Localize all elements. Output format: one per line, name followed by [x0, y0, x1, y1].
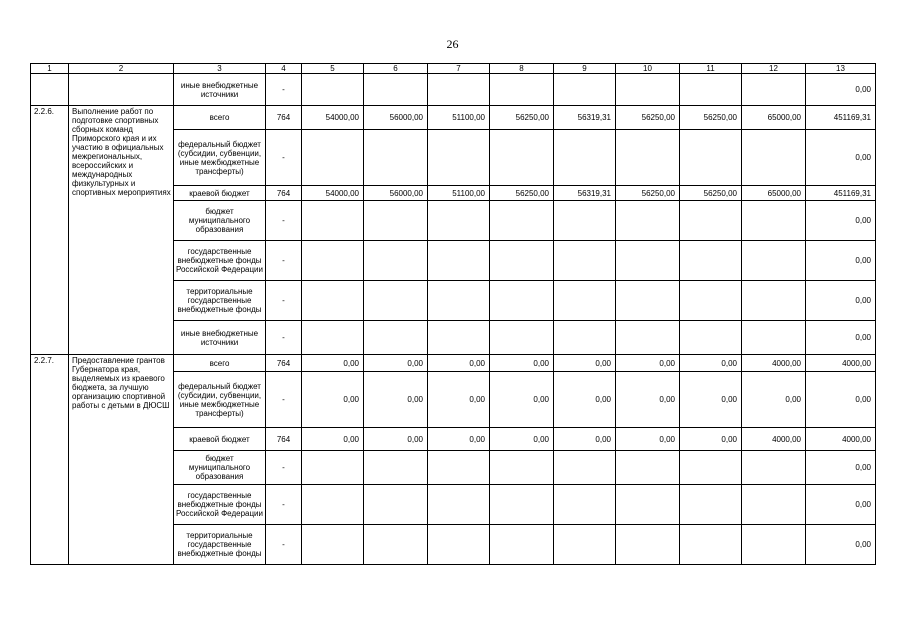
table-row [31, 74, 876, 106]
value-cell [490, 130, 554, 186]
value-cell [742, 451, 806, 485]
column-4-cell: - [266, 74, 302, 106]
item-code-cell: 2.2.6. [31, 106, 69, 355]
column-4-cell: - [266, 201, 302, 241]
item-code-cell [31, 74, 69, 106]
value-cell: 0,00 [616, 355, 680, 372]
total-cell: 0,00 [806, 485, 876, 525]
value-cell [364, 321, 428, 355]
table-row [31, 355, 876, 372]
page-number: 26 [446, 37, 459, 51]
value-cell [742, 321, 806, 355]
funding-source-cell: краевой бюджет [174, 428, 266, 451]
column-number-cell: 2 [69, 64, 174, 74]
value-cell: 54000,00 [302, 186, 364, 201]
funding-source-cell: иные внебюджетные источники [174, 74, 266, 106]
value-cell [364, 74, 428, 106]
value-cell: 0,00 [680, 372, 742, 428]
value-cell [364, 281, 428, 321]
value-cell [616, 321, 680, 355]
column-number-cell: 9 [554, 64, 616, 74]
funding-source-cell: федеральный бюджет (субсидии, субвенции, иные межбюджетные трансферты) [174, 130, 266, 186]
value-cell [554, 485, 616, 525]
value-cell: 0,00 [616, 428, 680, 451]
value-cell: 0,00 [302, 372, 364, 428]
value-cell [616, 451, 680, 485]
value-cell [364, 130, 428, 186]
value-cell [490, 74, 554, 106]
value-cell [490, 241, 554, 281]
value-cell [364, 485, 428, 525]
value-cell [680, 281, 742, 321]
value-cell: 56250,00 [680, 186, 742, 201]
funding-source-cell: иные внебюджетные источники [174, 321, 266, 355]
value-cell [302, 201, 364, 241]
value-cell [680, 451, 742, 485]
value-cell: 56250,00 [680, 106, 742, 130]
value-cell: 56250,00 [490, 186, 554, 201]
value-cell: 0,00 [428, 355, 490, 372]
value-cell [302, 525, 364, 565]
value-cell [616, 130, 680, 186]
funding-source-cell: всего [174, 355, 266, 372]
value-cell [742, 241, 806, 281]
column-4-cell: - [266, 321, 302, 355]
value-cell: 0,00 [364, 428, 428, 451]
value-cell: 65000,00 [742, 106, 806, 130]
value-cell [490, 201, 554, 241]
value-cell: 0,00 [302, 428, 364, 451]
funding-source-cell: государственные внебюджетные фонды Российской Федерации [174, 485, 266, 525]
item-name-cell [69, 74, 174, 106]
value-cell [302, 321, 364, 355]
value-cell [554, 281, 616, 321]
value-cell [364, 241, 428, 281]
value-cell [554, 321, 616, 355]
item-code-cell: 2.2.7. [31, 355, 69, 565]
value-cell [554, 74, 616, 106]
value-cell: 0,00 [554, 355, 616, 372]
value-cell [742, 201, 806, 241]
value-cell [428, 201, 490, 241]
budget-table [30, 63, 876, 565]
value-cell [428, 485, 490, 525]
column-number-cell: 5 [302, 64, 364, 74]
total-cell: 0,00 [806, 525, 876, 565]
total-cell: 0,00 [806, 321, 876, 355]
funding-source-cell: всего [174, 106, 266, 130]
value-cell [554, 241, 616, 281]
value-cell [490, 321, 554, 355]
column-4-cell: - [266, 451, 302, 485]
value-cell: 0,00 [364, 372, 428, 428]
column-number-cell: 6 [364, 64, 428, 74]
value-cell [680, 74, 742, 106]
funding-source-cell: краевой бюджет [174, 186, 266, 201]
value-cell: 56319,31 [554, 186, 616, 201]
value-cell [364, 201, 428, 241]
column-number-cell: 4 [266, 64, 302, 74]
value-cell [742, 130, 806, 186]
value-cell [302, 130, 364, 186]
value-cell [554, 451, 616, 485]
value-cell [490, 281, 554, 321]
total-cell: 0,00 [806, 201, 876, 241]
column-4-cell: - [266, 525, 302, 565]
value-cell [680, 241, 742, 281]
value-cell: 0,00 [490, 355, 554, 372]
value-cell [302, 451, 364, 485]
value-cell [428, 525, 490, 565]
item-name-cell: Предоставление грантов Губернатора края, выделяемых из краевого бюджета, за лучшую организацию спортивной работы с детьми в ДЮСШ [69, 355, 174, 565]
value-cell [680, 525, 742, 565]
value-cell: 4000,00 [742, 428, 806, 451]
value-cell: 0,00 [490, 428, 554, 451]
funding-source-cell: бюджет муниципального образования [174, 201, 266, 241]
total-cell: 451169,31 [806, 106, 876, 130]
table-row [31, 106, 876, 130]
value-cell: 0,00 [302, 355, 364, 372]
value-cell [428, 321, 490, 355]
value-cell [742, 281, 806, 321]
column-4-cell: - [266, 372, 302, 428]
value-cell: 65000,00 [742, 186, 806, 201]
value-cell [302, 74, 364, 106]
value-cell: 51100,00 [428, 106, 490, 130]
value-cell: 56000,00 [364, 106, 428, 130]
value-cell [742, 74, 806, 106]
value-cell [302, 241, 364, 281]
value-cell [616, 485, 680, 525]
value-cell [490, 525, 554, 565]
column-number-cell: 8 [490, 64, 554, 74]
funding-source-cell: территориальные государственные внебюджетные фонды [174, 525, 266, 565]
value-cell [364, 525, 428, 565]
column-number-cell: 1 [31, 64, 69, 74]
total-cell: 0,00 [806, 130, 876, 186]
value-cell [490, 451, 554, 485]
value-cell: 0,00 [680, 355, 742, 372]
value-cell: 0,00 [554, 372, 616, 428]
funding-source-cell: территориальные государственные внебюджетные фонды [174, 281, 266, 321]
total-cell: 4000,00 [806, 428, 876, 451]
value-cell: 56250,00 [616, 186, 680, 201]
value-cell [490, 485, 554, 525]
value-cell [554, 130, 616, 186]
funding-source-cell: федеральный бюджет (субсидии, субвенции, иные межбюджетные трансферты) [174, 372, 266, 428]
column-number-cell: 12 [742, 64, 806, 74]
column-number-cell: 10 [616, 64, 680, 74]
value-cell: 0,00 [428, 372, 490, 428]
value-cell [616, 74, 680, 106]
total-cell: 0,00 [806, 281, 876, 321]
value-cell: 56250,00 [490, 106, 554, 130]
value-cell: 0,00 [616, 372, 680, 428]
total-cell: 0,00 [806, 241, 876, 281]
value-cell [680, 130, 742, 186]
column-4-cell: 764 [266, 106, 302, 130]
value-cell [616, 201, 680, 241]
funding-source-cell: бюджет муниципального образования [174, 451, 266, 485]
total-cell: 0,00 [806, 451, 876, 485]
funding-source-cell: государственные внебюджетные фонды Российской Федерации [174, 241, 266, 281]
total-cell: 0,00 [806, 372, 876, 428]
value-cell [428, 451, 490, 485]
column-number-cell: 3 [174, 64, 266, 74]
value-cell [554, 201, 616, 241]
column-4-cell: - [266, 281, 302, 321]
value-cell: 56250,00 [616, 106, 680, 130]
value-cell: 0,00 [364, 355, 428, 372]
value-cell: 0,00 [680, 428, 742, 451]
value-cell [616, 241, 680, 281]
column-4-cell: - [266, 485, 302, 525]
value-cell [680, 321, 742, 355]
value-cell: 4000,00 [742, 355, 806, 372]
column-4-cell: 764 [266, 428, 302, 451]
value-cell [680, 485, 742, 525]
column-number-cell: 7 [428, 64, 490, 74]
value-cell: 56319,31 [554, 106, 616, 130]
value-cell [302, 281, 364, 321]
column-4-cell: - [266, 130, 302, 186]
value-cell: 54000,00 [302, 106, 364, 130]
column-4-cell: 764 [266, 355, 302, 372]
total-cell: 451169,31 [806, 186, 876, 201]
total-cell: 0,00 [806, 74, 876, 106]
value-cell [616, 281, 680, 321]
value-cell [428, 130, 490, 186]
item-name-cell: Выполнение работ по подготовке спортивных сборных команд Приморского края и их участию в официальных межрегиональных, всероссийских и международных физкультурных и спортивных мероприятиях [69, 106, 174, 355]
value-cell: 0,00 [490, 372, 554, 428]
value-cell [680, 201, 742, 241]
value-cell: 0,00 [428, 428, 490, 451]
value-cell [742, 525, 806, 565]
column-number-cell: 13 [806, 64, 876, 74]
column-number-row [31, 64, 876, 74]
value-cell: 0,00 [742, 372, 806, 428]
value-cell: 51100,00 [428, 186, 490, 201]
column-number-cell: 11 [680, 64, 742, 74]
value-cell [554, 525, 616, 565]
column-4-cell: 764 [266, 186, 302, 201]
value-cell [742, 485, 806, 525]
value-cell [302, 485, 364, 525]
value-cell [616, 525, 680, 565]
value-cell [428, 241, 490, 281]
value-cell: 0,00 [554, 428, 616, 451]
value-cell [428, 281, 490, 321]
value-cell [364, 451, 428, 485]
value-cell [428, 74, 490, 106]
value-cell: 56000,00 [364, 186, 428, 201]
column-4-cell: - [266, 241, 302, 281]
total-cell: 4000,00 [806, 355, 876, 372]
